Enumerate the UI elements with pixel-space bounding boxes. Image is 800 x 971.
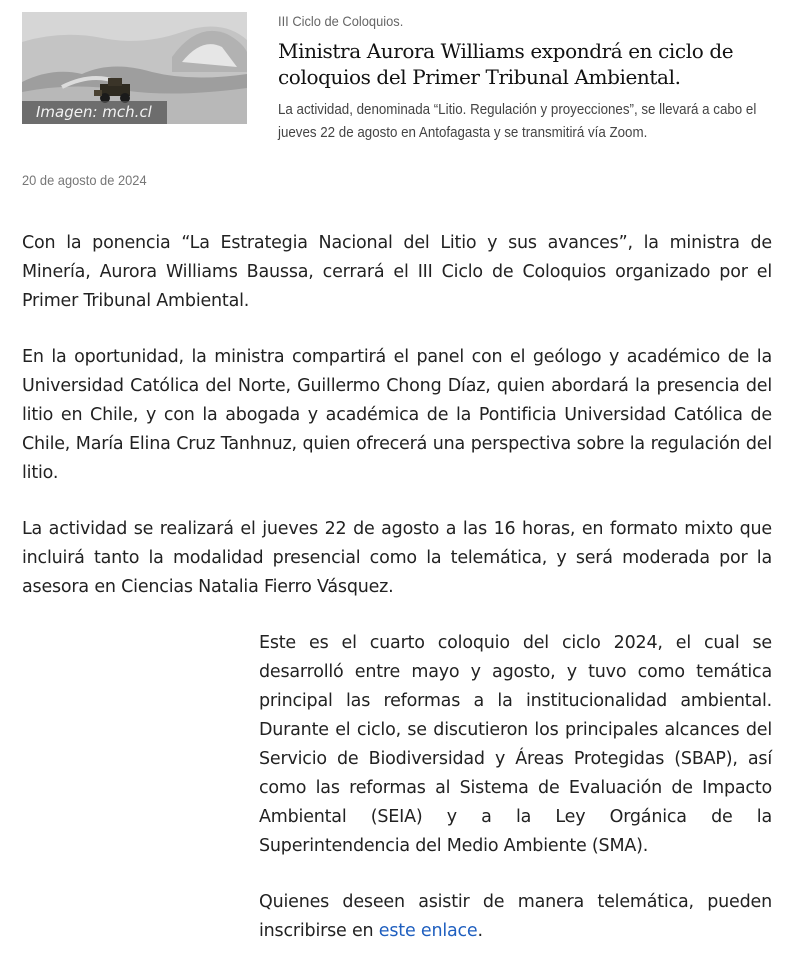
paragraph-1: Con la ponencia “La Estrategia Nacional del Litio y sus avances”, la ministra de Minería, Aurora Williams Baussa, cerrará el III Ciclo de Coloquios organizado por el Primer Tribunal Ambiental. — [22, 233, 772, 311]
article-header — [22, 12, 778, 141]
kicker: III Ciclo de Coloquios. — [278, 13, 404, 29]
image-caption: Imagen: mch.cl — [22, 101, 167, 124]
closing-end: . — [477, 921, 483, 941]
paragraph-4: Este es el cuarto coloquio del ciclo 2024, el cual se desarrolló entre mayo y agosto, y tuvo como temática principal las reformas a la institucionalidad ambiental. Durante el ciclo, se discutieron los principales alcances del Servicio de Biodiversidad y Áreas Protegidas (SBAP), así como las reformas al Sistema de Evaluación de Impacto Ambiental (SEIA) y a la Ley Orgánica de la Superintendencia del Medio Ambiente (SMA). — [259, 633, 772, 856]
publish-date: 20 de agosto de 2024 — [22, 172, 147, 188]
article-meta — [278, 12, 778, 145]
registration-link[interactable]: este enlace — [378, 921, 478, 941]
paragraph-2: En la oportunidad, la ministra compartirá el panel con el geólogo y académico de la Universidad Católica del Norte, Guillermo Chong Díaz, quien abordará la presencia del litio en Chile, y con la abogada y académica de la Pontificia Universidad Católica de Chile, María Elina Cruz Tanhnuz, quien ofrecerá una perspectiva sobre la regulación del litio. — [22, 347, 772, 483]
article-thumbnail[interactable] — [22, 12, 247, 124]
article-title[interactable]: Ministra Aurora Williams expondrá en ciclo de coloquios del Primer Tribunal Ambiental. — [278, 39, 734, 89]
paragraph-3: La actividad se realizará el jueves 22 de agosto a las 16 horas, en formato mixto que incluirá tanto la modalidad presencial como la telemática, y será moderada por la asesora en Ciencias Natalia Fierro Vásquez. — [22, 519, 772, 597]
article-summary: La actividad, denominada “Litio. Regulación y proyecciones”, se llevará a cabo el jueves 22 de agosto en Antofagasta y se transmitirá vía Zoom. — [278, 102, 757, 141]
closing-text: Quienes deseen asistir de manera telemática, pueden inscribirse en — [259, 892, 772, 941]
paragraph-5 — [259, 888, 772, 946]
article-body — [22, 229, 772, 946]
